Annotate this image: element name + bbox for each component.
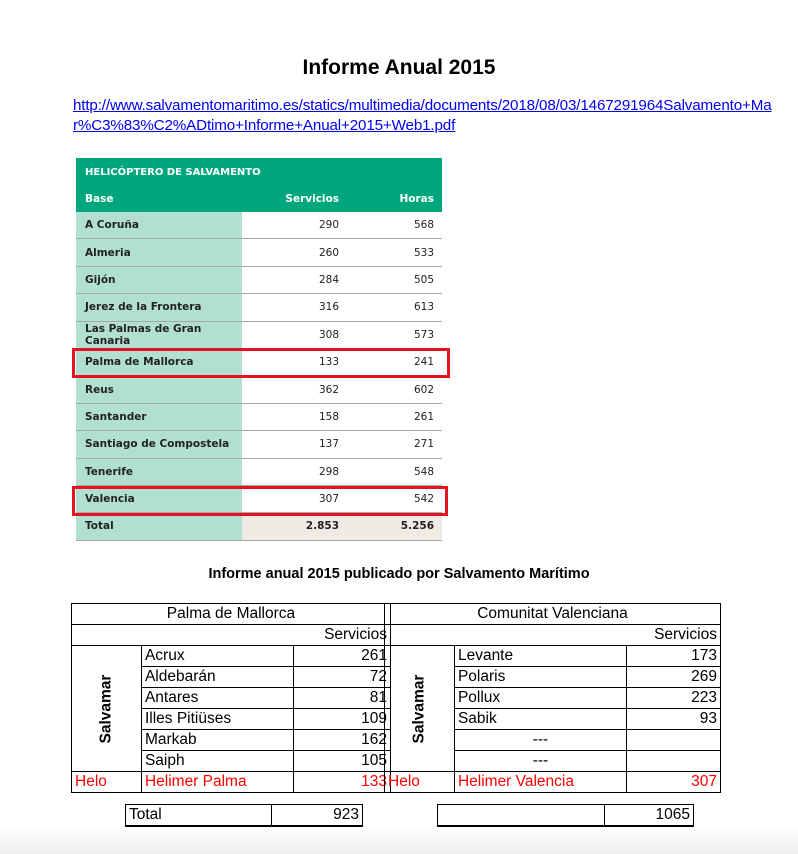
document-title: Informe Anual 2015 [302,56,496,79]
region-header: Comunitat Valenciana [385,604,721,625]
table-row [76,431,442,458]
servicios-cell: 158 [242,404,339,430]
vessel-name: Polaris [454,667,626,688]
helicopter-table-title: HELICÓPTERO DE SALVAMENTO [85,167,261,178]
group-label: Salvamar [410,674,428,743]
base-cell: Gijón [76,267,242,293]
vessel-name: Pollux [454,688,626,709]
servicios-cell: 133 [242,349,339,375]
base-cell: Valencia [76,486,242,512]
valencia-table [384,603,721,793]
horas-cell: 568 [339,212,442,238]
servicios-cell: 362 [242,376,339,402]
table-row-total [76,513,442,540]
base-cell: Tenerife [76,459,242,485]
helo-label: Helo [72,772,142,793]
table-row [76,212,442,239]
group-label: Salvamar [97,674,115,743]
servicios-cell: 260 [242,239,339,265]
helicopter-table-column-headers [76,185,442,212]
servicios-header: Servicios [385,625,721,646]
helo-servicios: 133 [293,772,390,793]
base-cell: Santander [76,404,242,430]
palma-table [71,603,391,793]
table-row [76,239,442,266]
servicios-cell: 284 [242,267,339,293]
vessel-name: Saiph [141,751,293,772]
vessel-servicios [626,751,720,772]
vessel-name: Illes Pitiüses [141,709,293,730]
servicios-header: Servicios [72,625,391,646]
horas-cell: 613 [339,294,442,320]
base-cell: Total [76,513,242,539]
total-label [438,805,605,827]
vessel-servicios: 223 [626,688,720,709]
group-label-cell [385,646,455,772]
servicios-cell: 316 [242,294,339,320]
base-cell: Jerez de la Frontera [76,294,242,320]
vessel-name: Sabik [454,709,626,730]
helicopter-table-header [76,158,442,212]
vessel-servicios: 109 [293,709,390,730]
table-row [76,294,442,321]
horas-cell: 542 [339,486,442,512]
total-label: Total [126,805,272,827]
vessel-name-placeholder: --- [454,751,626,772]
column-header-horas: Horas [399,192,434,205]
horas-cell: 5.256 [339,513,442,539]
servicios-cell: 290 [242,212,339,238]
column-header-servicios: Servicios [285,192,339,205]
palma-total [125,804,363,827]
highlight-box-palma [72,348,450,378]
vessel-servicios: 105 [293,751,390,772]
servicios-cell: 307 [242,486,339,512]
base-cell: Almeria [76,239,242,265]
helo-name: Helimer Valencia [454,772,626,793]
table-row [76,459,442,486]
base-cell: A Coruña [76,212,242,238]
vessel-name-placeholder: --- [454,730,626,751]
vessel-servicios: 81 [293,688,390,709]
highlight-box-valencia [72,486,448,516]
horas-cell: 271 [339,431,442,457]
vessel-name: Antares [141,688,293,709]
horas-cell: 548 [339,459,442,485]
section-subtitle: Informe anual 2015 publicado por Salvamento Marítimo [208,566,590,582]
base-cell: Santiago de Compostela [76,431,242,457]
vessel-name: Aldebarán [141,667,293,688]
vessel-name: Acrux [141,646,293,667]
horas-cell: 505 [339,267,442,293]
base-cell: Las Palmas de Gran Canaria [76,322,242,348]
horas-cell: 573 [339,322,442,348]
vessel-servicios [626,730,720,751]
column-header-base: Base [85,192,114,205]
horas-cell: 533 [339,239,442,265]
table-row [76,376,442,403]
servicios-cell: 137 [242,431,339,457]
vessel-servicios: 173 [626,646,720,667]
valencia-total [437,804,694,827]
servicios-cell: 308 [242,322,339,348]
total-value: 1065 [605,805,694,827]
vessel-servicios: 269 [626,667,720,688]
table-row [76,322,442,349]
base-cell: Palma de Mallorca [76,349,242,375]
vessel-name: Levante [454,646,626,667]
servicios-cell: 298 [242,459,339,485]
horas-cell: 241 [339,349,442,375]
source-link[interactable]: http://www.salvamentomaritimo.es/statics/multimedia/documents/2018/08/03/1467291964Salvamento+Mar%C3%83%C2%ADtimo+Informe+Anual+2015+Web1.pdf [73,97,772,134]
helo-label: Helo [385,772,455,793]
vessel-servicios: 261 [293,646,390,667]
vessel-servicios: 162 [293,730,390,751]
page-bottom-shade [0,826,798,854]
vessel-servicios: 93 [626,709,720,730]
table-row [76,267,442,294]
group-label-cell [72,646,142,772]
region-header: Palma de Mallorca [72,604,391,625]
vessel-servicios: 72 [293,667,390,688]
total-value: 923 [272,805,363,827]
table-row [76,404,442,431]
vessel-name: Markab [141,730,293,751]
base-cell: Reus [76,376,242,402]
servicios-cell: 2.853 [242,513,339,539]
helo-name: Helimer Palma [141,772,293,793]
horas-cell: 602 [339,376,442,402]
helo-servicios: 307 [626,772,720,793]
horas-cell: 261 [339,404,442,430]
